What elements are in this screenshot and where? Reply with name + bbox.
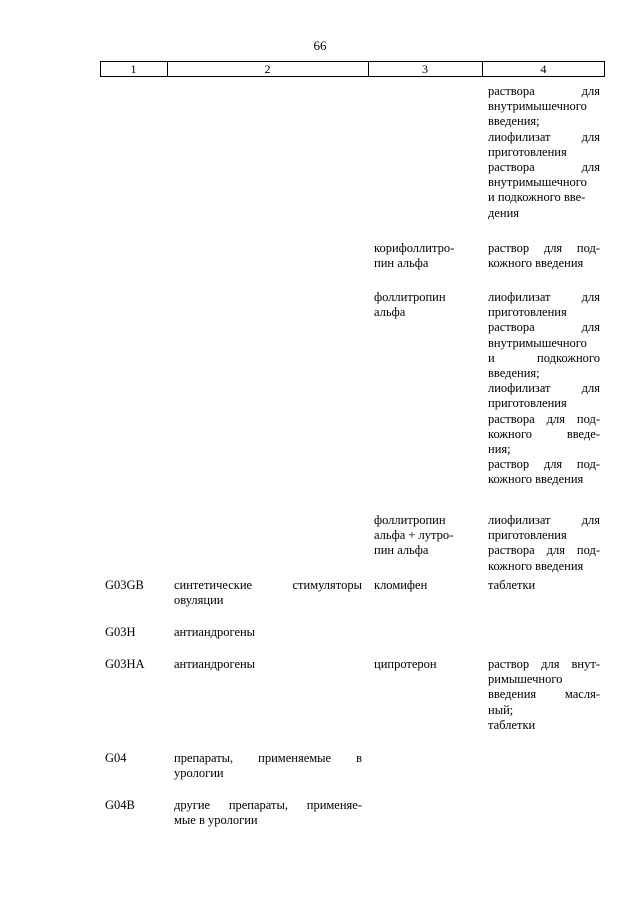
- word: раствора: [488, 411, 535, 426]
- text-line: дения: [488, 205, 520, 220]
- table-header: [100, 61, 605, 77]
- word: применяемые: [258, 751, 332, 765]
- word: под-: [576, 457, 600, 472]
- word: для: [543, 457, 563, 472]
- word: лиофилизат: [488, 290, 551, 304]
- text-line: [174, 751, 362, 766]
- text-line: [488, 320, 600, 335]
- dosage-form: [488, 241, 600, 271]
- group-name: [174, 578, 362, 608]
- text-line: [488, 513, 600, 528]
- text-line: римышечного: [488, 672, 563, 687]
- word: внут-: [571, 657, 600, 671]
- text-line: ный;: [488, 702, 514, 717]
- text-line: урологии: [174, 766, 224, 781]
- text-line: ния;: [488, 442, 511, 457]
- text-line: [488, 687, 600, 702]
- drug-name: [374, 578, 474, 593]
- word: раствор: [488, 657, 530, 671]
- group-name: [174, 657, 362, 672]
- word: для: [581, 84, 600, 98]
- text-line: антиандрогены: [174, 625, 256, 639]
- text-line: фоллитропин: [374, 513, 446, 527]
- word: раствор: [488, 457, 530, 472]
- text-line: [488, 351, 600, 366]
- word: для: [581, 513, 600, 527]
- text-line: [488, 427, 600, 442]
- group-name: [174, 751, 362, 781]
- word: раствора: [488, 84, 535, 98]
- word: под-: [576, 241, 600, 255]
- atc-code: G04B: [105, 798, 135, 812]
- word: для: [543, 241, 563, 255]
- text-line: ципротерон: [374, 657, 437, 671]
- word: введения: [488, 687, 537, 702]
- word: для: [581, 160, 600, 175]
- drug-name: [374, 290, 474, 320]
- word: для: [581, 381, 600, 396]
- text-line: [174, 578, 362, 593]
- text-line: приготовления: [488, 144, 567, 159]
- text-line: внутримышечного: [488, 175, 587, 190]
- header-col-2: 2: [264, 62, 271, 76]
- header-col-1: 1: [130, 62, 137, 76]
- page-number: 66: [313, 38, 327, 53]
- word: кожного: [488, 426, 533, 441]
- text-line: приготовления: [488, 305, 567, 320]
- text-line: фоллитропин: [374, 290, 446, 304]
- text-line: введения;: [488, 114, 540, 129]
- word: для: [546, 543, 565, 558]
- text-line: [488, 84, 600, 99]
- text-line: овуляции: [174, 593, 224, 608]
- header-col-4: 4: [540, 62, 547, 76]
- text-line: [488, 543, 600, 558]
- text-line: антиандрогены: [174, 657, 256, 671]
- word: лиофилизат: [488, 381, 551, 396]
- text-line: [488, 290, 600, 305]
- text-line: кломифен: [374, 578, 428, 592]
- text-line: приготовления: [488, 528, 567, 543]
- text-line: внутримышечного: [488, 335, 587, 350]
- word: другие: [174, 798, 211, 812]
- drug-name: [374, 657, 474, 672]
- dosage-form: [488, 513, 600, 574]
- text-line: таблетки: [488, 717, 536, 732]
- text-line: корифоллитро-: [374, 241, 455, 255]
- atc-code: G03H: [105, 625, 136, 639]
- word: лиофилизат: [488, 129, 551, 144]
- text-line: [488, 241, 600, 256]
- text-line: альфа + лутро-: [374, 528, 454, 543]
- text-line: альфа: [374, 305, 406, 320]
- header-col-3: 3: [422, 62, 428, 76]
- word: под-: [576, 543, 600, 558]
- word: применяе-: [306, 798, 362, 812]
- group-name: [174, 625, 362, 640]
- text-line: кожного введения: [488, 256, 584, 271]
- text-line: [488, 381, 600, 396]
- dosage-form: [488, 290, 600, 488]
- word: для: [581, 129, 600, 144]
- text-line: мые в урологии: [174, 813, 258, 828]
- word: под-: [576, 411, 600, 426]
- word: стимуляторы: [292, 578, 362, 592]
- text-line: [488, 160, 600, 175]
- text-line: [488, 457, 600, 472]
- word: для: [546, 411, 565, 426]
- word: подкожного: [537, 350, 600, 365]
- continuation-form-text: [488, 84, 600, 221]
- text-line: таблетки: [488, 578, 536, 592]
- drug-name: [374, 241, 474, 271]
- text-line: введения;: [488, 366, 540, 381]
- word: препараты,: [228, 798, 288, 812]
- dosage-form: [488, 578, 600, 593]
- atc-code: G04: [105, 751, 127, 765]
- atc-code: G03GB: [105, 578, 144, 592]
- text-line: кожного введения: [488, 558, 584, 573]
- group-name: [174, 798, 362, 828]
- word: раствора: [488, 543, 535, 558]
- text-line: приготовления: [488, 396, 567, 411]
- drug-name: [374, 513, 474, 559]
- word: препараты,: [174, 751, 234, 765]
- text-line: [488, 657, 600, 672]
- word: раствора: [488, 160, 535, 175]
- word: для: [581, 290, 600, 304]
- word: раствор: [488, 241, 530, 255]
- text-line: внутримышечного: [488, 99, 587, 114]
- atc-code: G03HA: [105, 657, 145, 671]
- text-line: кожного введения: [488, 472, 584, 487]
- text-line: [488, 130, 600, 145]
- text-line: пин альфа: [374, 543, 429, 558]
- word: раствора: [488, 320, 535, 335]
- word: синтетические: [174, 578, 253, 592]
- word: в: [356, 751, 362, 765]
- text-line: [488, 412, 600, 427]
- text-line: и подкожного вве-: [488, 190, 586, 205]
- word: лиофилизат: [488, 513, 551, 527]
- word: введе-: [566, 426, 600, 441]
- word: для: [541, 657, 560, 671]
- word: масля-: [564, 687, 600, 702]
- dosage-form: [488, 657, 600, 733]
- text-line: пин альфа: [374, 256, 429, 271]
- word: для: [581, 320, 600, 335]
- text-line: [174, 798, 362, 813]
- word: и: [488, 350, 495, 365]
